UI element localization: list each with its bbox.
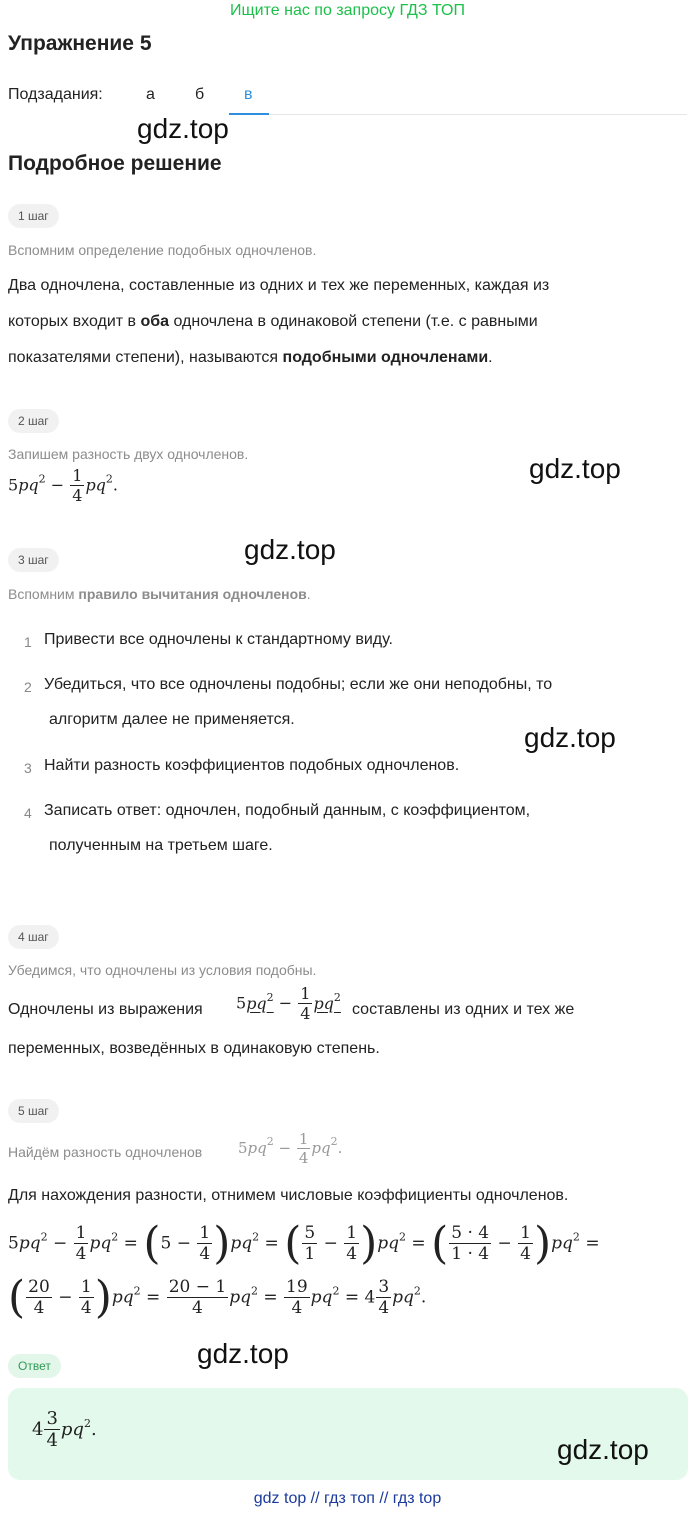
step-badge: 2 шаг (8, 409, 59, 433)
list-number: 2 (24, 679, 32, 695)
list-item: алгоритм далее не применяется. (49, 711, 295, 728)
list-item: Привести все одночлены к стандартному виду. (44, 631, 393, 648)
list-number: 1 (24, 634, 32, 650)
watermark: gdz.top (137, 113, 229, 144)
step-text: Одночлены из выражения (8, 1001, 203, 1018)
list-item: Найти разность коэффициентов подобных одночленов. (44, 757, 460, 774)
search-banner[interactable]: Ищите нас по запросу ГДЗ ТОП (230, 2, 465, 19)
step-text: Для нахождения разности, отнимем числовые коэффициенты одночленов. (8, 1187, 569, 1204)
list-item: Записать ответ: одночлен, подобный данным, с коэффициентом, (44, 802, 531, 819)
watermark: gdz.top (557, 1434, 649, 1465)
step-text: показателями степени), называются подобными одночленами. (8, 349, 493, 366)
section-title: Подробное решение (8, 152, 222, 175)
step-hint: Вспомним определение подобных одночленов. (8, 242, 317, 258)
math-expression: $5pq^2$ − $\frac{1}{4}$ $pq^2$. (8, 466, 119, 505)
step-text: переменных, возведённых в одинаковую степень. (8, 1040, 380, 1057)
list-number: 4 (24, 805, 32, 821)
footer-link[interactable]: gdz top (253, 1490, 307, 1507)
math-expression: ( $\frac{20}{4}$ − $\frac{1}{4}$ )$pq^2$ = $\frac{20 - 1}{4}$ $pq^2$ = $\frac{19}{4}$ $pq^2 = 4$ $\frac{3}{4}$ $pq^2$. (8, 1272, 427, 1323)
step-hint: Убедимся, что одночлены из условия подобны. (8, 962, 317, 978)
step-badge: 5 шаг (8, 1099, 59, 1123)
list-item: Убедиться, что все одночлены подобны; если же они неподобны, то (44, 676, 553, 693)
step-hint: Вспомним правило вычитания одночленов. (8, 586, 311, 602)
watermark: gdz.top (197, 1338, 289, 1369)
watermark: gdz.top (524, 722, 616, 753)
footer-link[interactable]: гдз top (392, 1490, 442, 1507)
math-expression: $5pq^2$ − $\frac{1}{4}$ $pq^2$ (236, 984, 341, 1023)
subtask-tab-b[interactable]: б (195, 86, 205, 103)
step-badge: 3 шаг (8, 548, 59, 572)
page-title: Упражнение 5 (8, 32, 152, 55)
math-expression: $5pq^2$ − $\frac{1}{4}$ $pq^2 = (5$ − $\frac{1}{4}$ )$pq^2$ = ( $\frac{5}{1}$ − $\frac{1}{4}$ )$pq^2$ = ( $\frac{5 \cdot 4}{1 \cdot 4}$ − $\frac{1}{4}$ )$pq^2$ = (8, 1218, 600, 1269)
list-item: полученным на третьем шаге. (49, 837, 273, 854)
tabs-divider (229, 114, 687, 115)
subtasks-label: Подзадания: (8, 86, 103, 103)
step-text: Два одночлена, составленные из одних и тех же переменных, каждая из (8, 277, 550, 294)
subtask-tab-v[interactable]: в (244, 86, 253, 103)
subtask-tab-a[interactable]: а (146, 86, 155, 103)
step-text: которых входит в оба одночлена в одинаковой степени (т.е. с равными (8, 313, 538, 330)
footer-links (0, 1490, 695, 1508)
step-hint: Запишем разность двух одночленов. (8, 446, 249, 462)
step-text: составлены из одних и тех же (352, 1001, 575, 1018)
step-hint: Найдём разность одночленов (8, 1144, 203, 1160)
watermark: gdz.top (244, 534, 336, 565)
step-badge: 1 шаг (8, 204, 59, 228)
step-badge: 4 шаг (8, 925, 59, 949)
footer-separator: // (306, 1490, 325, 1507)
footer-separator: // (374, 1490, 393, 1507)
answer-expression: 4 $\frac{3}{4}$ $pq^2$. (32, 1408, 97, 1451)
footer-link[interactable]: гдз топ (324, 1490, 375, 1507)
answer-badge: Ответ (8, 1354, 61, 1378)
watermark: gdz.top (529, 453, 621, 484)
active-tab-indicator (229, 113, 269, 115)
math-expression: $5pq^2$ − $\frac{1}{4}$ $pq^2$. (238, 1130, 343, 1167)
list-number: 3 (24, 760, 32, 776)
